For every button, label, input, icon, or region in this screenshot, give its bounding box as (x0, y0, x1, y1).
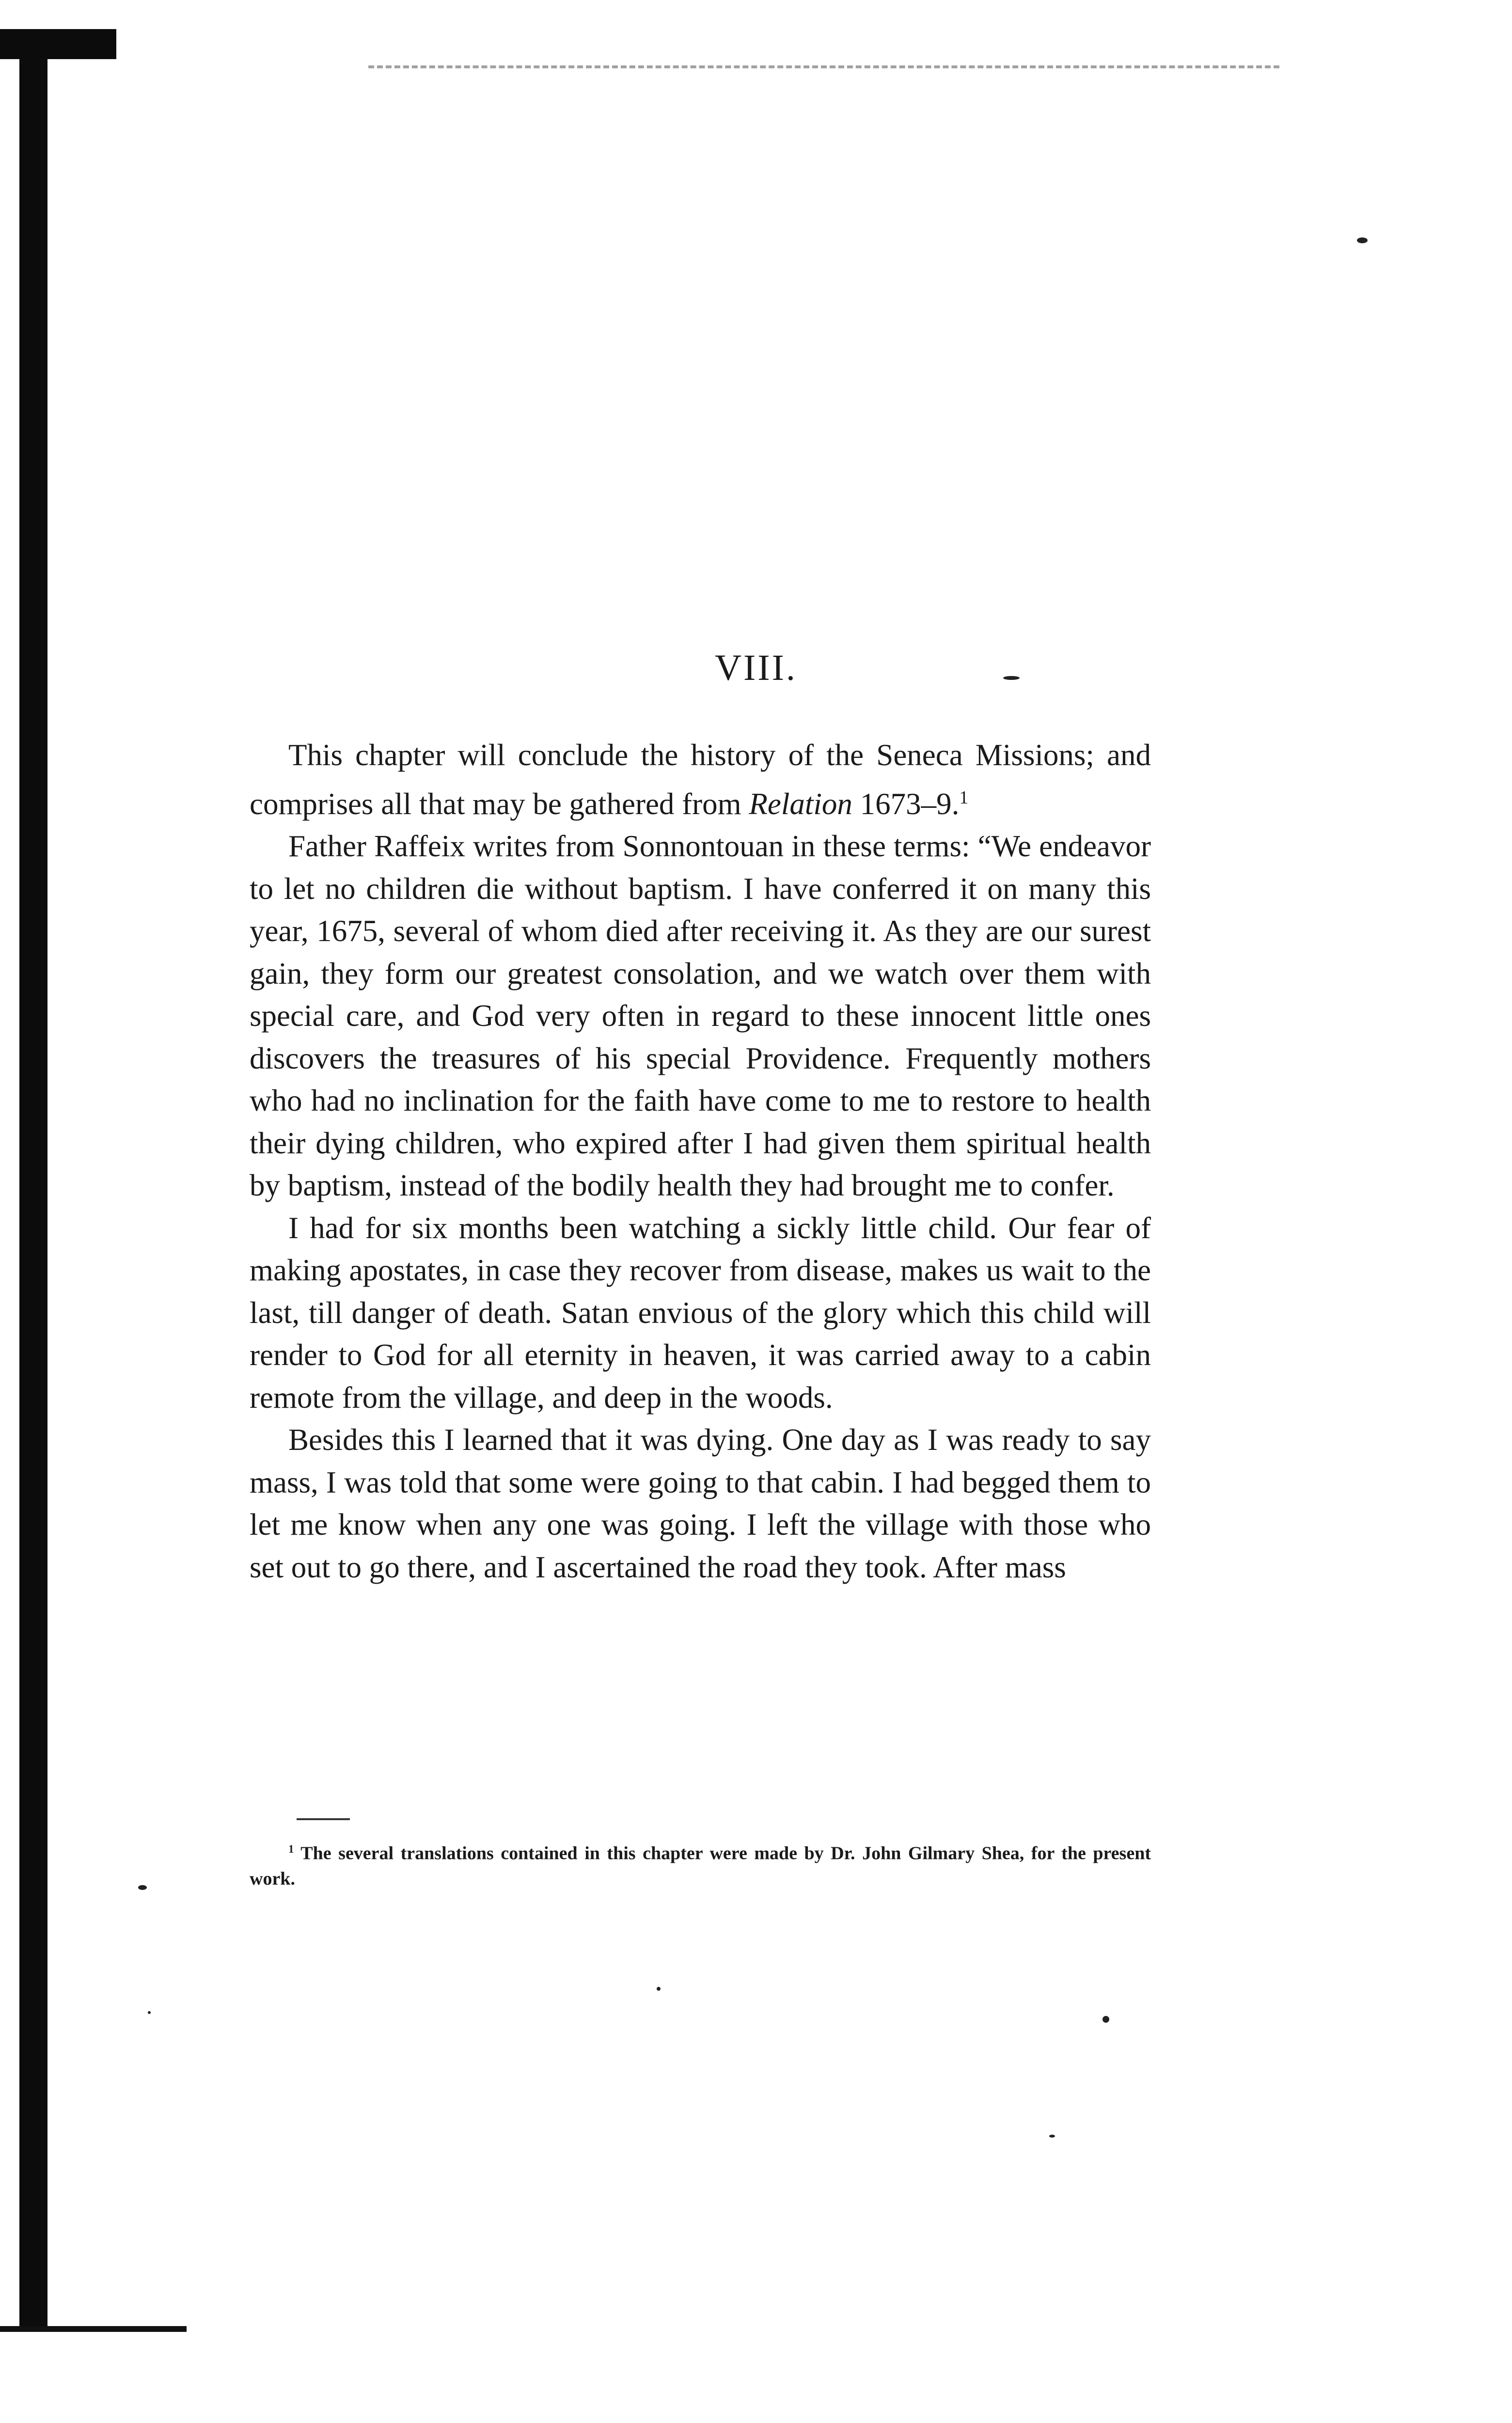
footnote-text: The several translations contained in this chapter were made by Dr. John Gilmary Shea, for the present work. (250, 1843, 1151, 1889)
binding-edge-bar (19, 58, 47, 2331)
scan-speck (1049, 2135, 1055, 2138)
binding-edge-top (0, 29, 116, 59)
paragraph: I had for six months been watching a sickly little child. Our fear of making apostates, in case they recover from disease, makes us wait to the last, till danger of death. Satan envious of the glory which this child will render to God for all eternity in heaven, it was carried away to a cabin remote from the village, and deep in the woods. (250, 1211, 1151, 1415)
page-top-rule (368, 65, 1279, 68)
paragraph: Father Raffeix writes from Sonnontouan in these terms: “We endeavor to let no children die without baptism. I have conferred it on many this year, 1675, several of whom died after receiving it. As they are our surest gain, they form our greatest consolation, and we watch over them with special care, and God very often in regard to these innocent little ones discovers the treasures of his special Providence. Frequently mothers who had no inclination for the faith have come to me to restore to health their dying children, who expired after I had given them spiritual health by baptism, instead of the bodily health they had brought me to confer. (250, 829, 1151, 1202)
footnote (250, 1837, 1151, 1891)
paragraph (250, 734, 1151, 825)
paragraph-text: This chapter will conclude the history of the Seneca Missions; and comprises all that may be gathered from (250, 738, 1151, 821)
binding-edge-bottom (0, 2326, 187, 2332)
scan-speck (138, 1885, 147, 1890)
paragraph: Besides this I learned that it was dying. One day as I was ready to say mass, I was told that some were going to that cabin. I had begged them to let me know when any one was going. I left the village with those who set out to go there, and I ascertained the road they took. After mass (250, 1423, 1151, 1584)
scan-speck (657, 1987, 661, 1991)
scan-speck (1357, 237, 1368, 243)
footnote-number: 1 (288, 1843, 294, 1855)
body-text (250, 734, 1151, 1589)
chapter-heading: VIII. (715, 647, 797, 688)
italic-title: Relation (749, 787, 852, 821)
scan-speck (1102, 2016, 1109, 2023)
footnote-marker: 1 (959, 787, 969, 808)
paragraph-text: 1673–9. (852, 787, 960, 821)
footnote-rule (297, 1818, 350, 1820)
scan-speck (148, 2011, 151, 2014)
